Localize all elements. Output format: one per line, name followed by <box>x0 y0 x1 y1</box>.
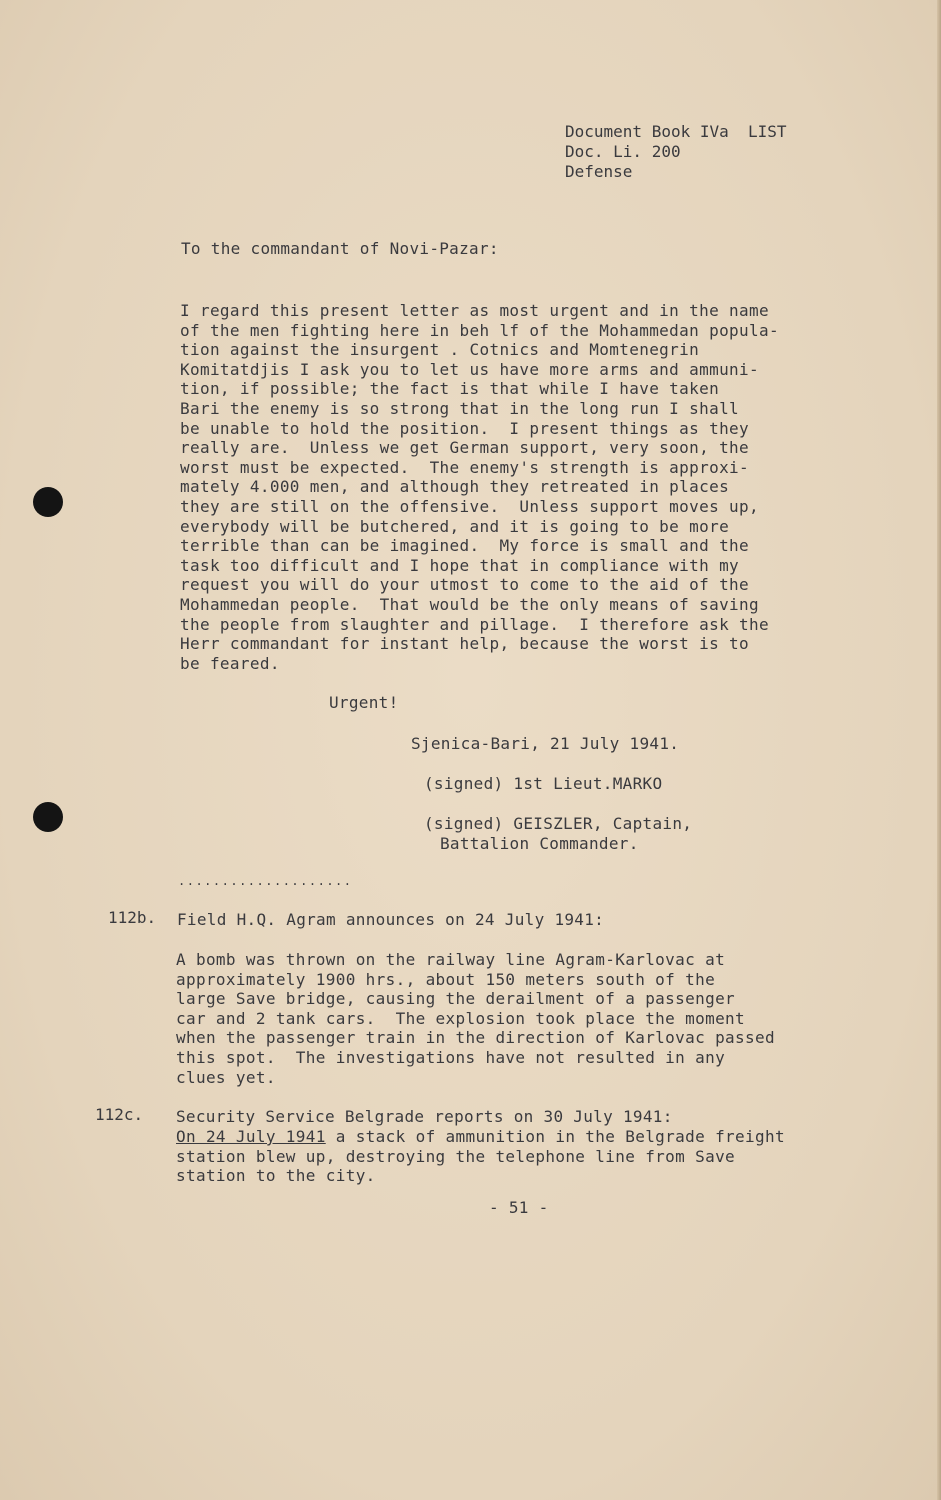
letter-line: really are. Unless we get German support, very soon, the <box>180 438 750 458</box>
letter-line: be unable to hold the position. I present things as they <box>180 418 750 438</box>
entry-line: clues yet. <box>176 1067 276 1087</box>
entry-label-112c: 112c. <box>95 1105 144 1124</box>
document-header <box>565 122 787 182</box>
entry-line: A bomb was thrown on the railway line Agram-Karlovac at <box>176 950 726 969</box>
letter-line: everybody will be butchered, and it is going to be more <box>180 516 730 536</box>
entry-line: approximately 1900 hrs., about 150 meters south of the <box>176 969 716 989</box>
letter-line: mately 4.000 men, and although they retreated in places <box>180 477 730 497</box>
letter-line: Komitatdjis I ask you to let us have more arms and ammuni- <box>180 359 760 379</box>
place-date: Sjenica-Bari, 21 July 1941. <box>411 734 680 753</box>
page-edge <box>937 0 941 1500</box>
letter-line: Mohammedan people. That would be the only means of saving <box>180 594 760 614</box>
entry-heading-112b: Field H.Q. Agram announces on 24 July 1941: <box>177 910 605 929</box>
punch-hole-top <box>33 487 63 517</box>
entry-heading-112c: Security Service Belgrade reports on 30 July 1941: <box>176 1107 673 1126</box>
entry-line: station to the city. <box>176 1166 376 1186</box>
signature-title: Battalion Commander. <box>440 834 639 853</box>
entry-line-rest: a stack of ammunition in the Belgrade freight <box>325 1127 785 1146</box>
underlined-date: On 24 July 1941 <box>176 1127 326 1146</box>
entry-body-112c <box>176 1127 785 1186</box>
entry-line: station blew up, destroying the telephone line from Save <box>176 1146 736 1166</box>
entry-line: this spot. The investigations have not resulted in any <box>176 1047 726 1067</box>
entry-line: when the passenger train in the direction of Karlovac passed <box>176 1028 775 1048</box>
letter-line: Bari the enemy is so strong that in the long run I shall <box>180 398 740 418</box>
signature-geiszler: (signed) GEISZLER, Captain, <box>424 814 693 833</box>
entry-line-first <box>176 1127 785 1147</box>
urgent-note: Urgent! <box>329 693 399 712</box>
entry-label-112b: 112b. <box>108 908 157 927</box>
page-number: - 51 - <box>489 1198 549 1217</box>
punch-hole-bottom <box>33 802 63 832</box>
letter-line: request you will do your utmost to come to the aid of the <box>180 575 750 595</box>
letter-line: of the men fighting here in beh lf of the Mohammedan popula- <box>180 320 779 340</box>
letter-line: tion against the insurgent . Cotnics and Momtenegrin <box>180 340 700 360</box>
letter-line: task too difficult and I hope that in compliance with my <box>180 555 740 575</box>
salutation: To the commandant of Novi-Pazar: <box>181 239 499 258</box>
letter-line: Herr commandant for instant help, because the worst is to <box>180 634 750 654</box>
entry-line: large Save bridge, causing the derailment of a passenger <box>176 989 736 1009</box>
letter-line: they are still on the offensive. Unless support moves up, <box>180 496 760 516</box>
letter-line: worst must be expected. The enemy's strength is approxi- <box>180 457 750 477</box>
letter-line: I regard this present letter as most urgent and in the name <box>180 301 769 320</box>
letter-line: terrible than can be imagined. My force is small and the <box>180 536 750 556</box>
header-line-1: Document Book IVa LIST <box>565 122 787 141</box>
header-line-2: Doc. Li. 200 <box>565 142 681 161</box>
header-line-3: Defense <box>565 162 633 181</box>
entry-body-112b <box>176 950 775 1087</box>
letter-body <box>180 301 779 673</box>
letter-line: be feared. <box>180 653 280 673</box>
letter-line: tion, if possible; the fact is that while I have taken <box>180 379 720 399</box>
signature-marko: (signed) 1st Lieut.MARKO <box>424 774 663 793</box>
letter-line: the people from slaughter and pillage. I therefore ask the <box>180 614 769 634</box>
separator-dots: .................... <box>178 874 353 888</box>
entry-line: car and 2 tank cars. The explosion took place the moment <box>176 1008 746 1028</box>
